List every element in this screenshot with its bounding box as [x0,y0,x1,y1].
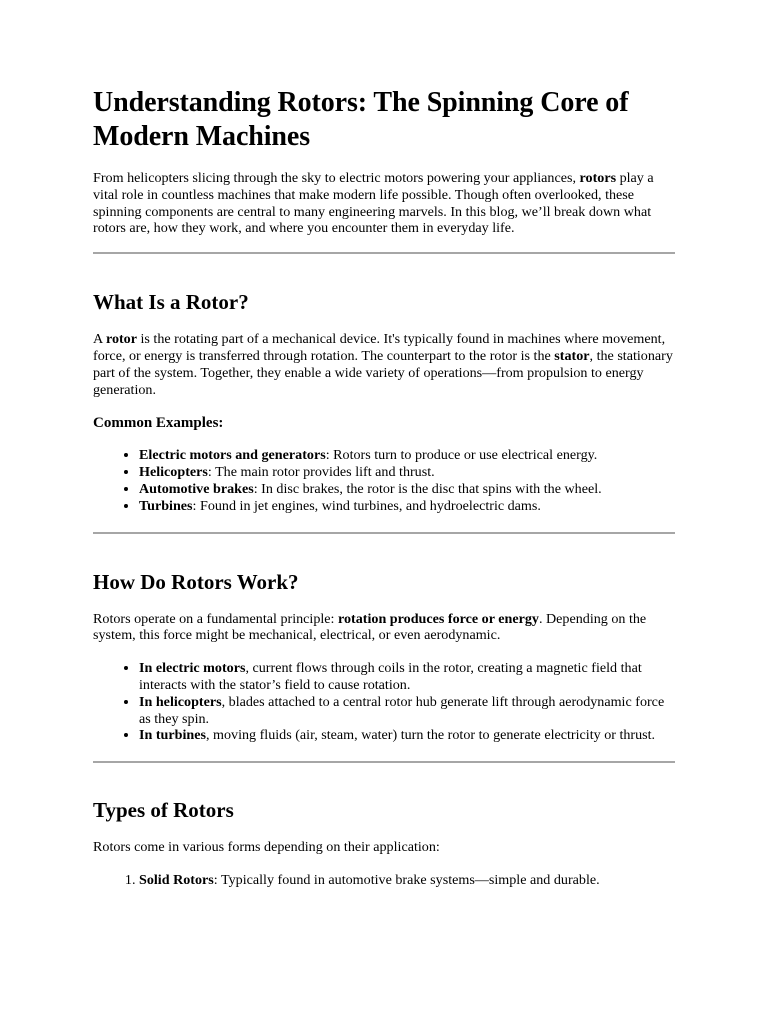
intro-text-2: play a vital role in countless machines that make modern life possible. Though often overlooked, these spinning components are central to many engineering marvels. In this blog, we’ll break down what rotors are, how they work, and where you encounter them in everyday life. [93,170,654,237]
list-item-term: Helicopters [139,464,208,481]
subheading-common-examples: Common Examples: [93,415,224,432]
bold-term-rotor: rotor [105,331,137,348]
text: A [93,331,106,348]
list-item-term: In turbines [139,727,206,744]
list-item [139,481,675,498]
section-heading-types-of-rotors: Types of Rotors [93,798,234,823]
list-item-text: , moving fluids (air, steam, water) turn the rotor to generate electricity or thrust. [205,727,656,744]
intro-paragraph [93,170,675,237]
bold-term-stator: stator [554,347,590,364]
list-item [139,498,675,515]
list-item-term: In helicopters [139,693,222,710]
how-it-works-list [93,660,675,744]
section2-paragraph [93,611,675,645]
list-item-term: Turbines [139,497,193,514]
list-item [139,727,675,744]
list-item [139,464,675,481]
intro-bold-rotors: rotors [579,170,617,186]
divider [93,532,675,534]
list-item-text: : Rotors turn to produce or use electrical energy. [325,447,598,464]
list-item [139,694,675,728]
list-item-text: : Found in jet engines, wind turbines, and hydroelectric dams. [192,497,541,514]
list-item-text: : The main rotor provides lift and thrust. [207,464,435,481]
document-page [93,86,675,889]
section1-paragraph [93,331,675,398]
intro-text-1: From helicopters slicing through the sky to electric motors powering your appliances, [93,170,580,186]
list-item [139,660,675,694]
section3-paragraph: Rotors come in various forms depending on their application: [93,839,440,856]
list-item-text: : In disc brakes, the rotor is the disc that spins with the wheel. [253,480,602,497]
text: , the stationary part of the system. Together, they enable a wide variety of operations—from propulsion to energy generation. [93,347,673,398]
list-item-term: Solid Rotors [139,871,214,888]
examples-list [93,447,675,514]
text: Rotors operate on a fundamental principle: [93,610,338,627]
divider [93,252,675,254]
section-heading-what-is-rotor: What Is a Rotor? [93,290,249,315]
list-item-term: In electric motors [139,660,246,677]
page-title: Understanding Rotors: The Spinning Core of Modern Machines [93,87,629,152]
list-item-text: , blades attached to a central rotor hub generate lift through aerodynamic force as they spin. [139,693,665,727]
list-item-term: Electric motors and generators [139,447,326,464]
list-item [139,872,675,889]
bold-principle: rotation produces force or energy [338,610,539,627]
list-item [139,447,675,464]
section-heading-how-rotors-work: How Do Rotors Work? [93,569,299,594]
list-item-text: : Typically found in automotive brake systems—simple and durable. [213,871,600,888]
divider [93,761,675,763]
text: . Depending on the system, this force might be mechanical, electrical, or even aerodynamic. [93,610,647,644]
types-list [93,872,675,889]
list-item-term: Automotive brakes [139,480,254,497]
text: is the rotating part of a mechanical device. It's typically found in machines where movement, force, or energy is transferred through rotation. The counterpart to the rotor is the [93,331,666,364]
list-item-text: , current flows through coils in the rotor, creating a magnetic field that interacts with the stator’s field to cause rotation. [139,660,642,693]
